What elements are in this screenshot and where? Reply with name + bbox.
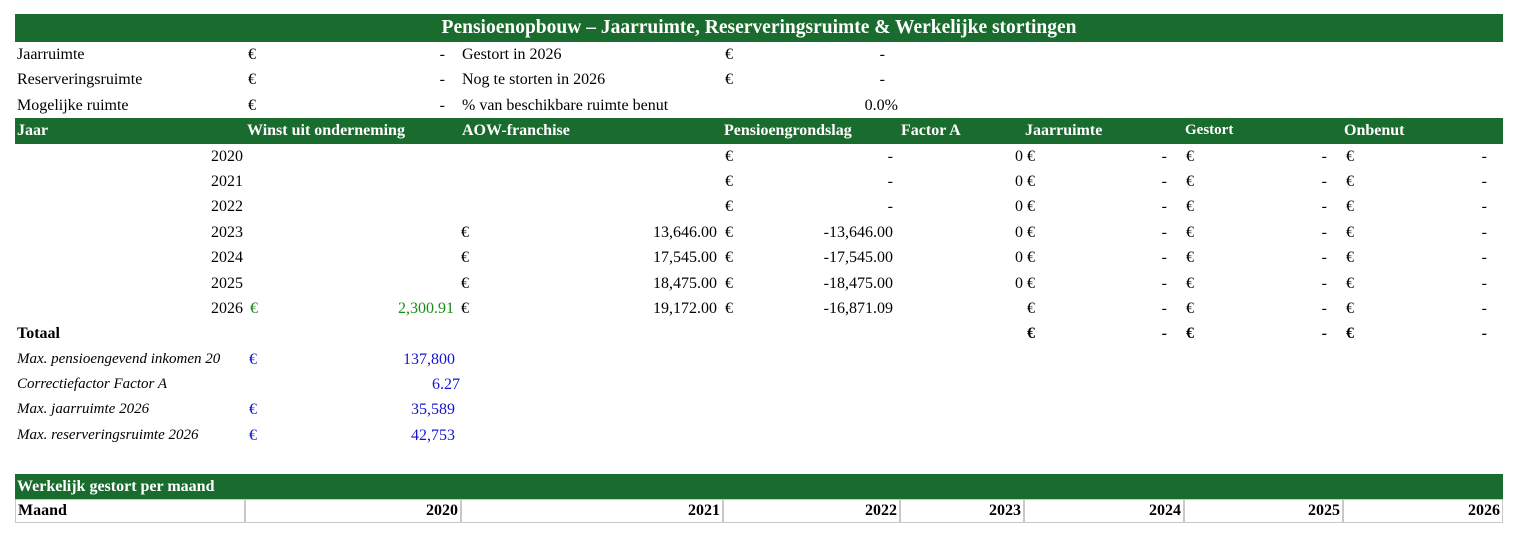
param-value[interactable]: 35,589: [411, 401, 455, 419]
maand-year-header: 2024: [1024, 499, 1184, 523]
euro-sign: €: [249, 401, 257, 419]
param-value[interactable]: 6.27: [432, 376, 460, 394]
maand-row: [15, 499, 1503, 523]
euro-sign: €: [1027, 172, 1035, 190]
label-nog-te-storten: Nog te storten in 2026: [462, 71, 606, 89]
cell-gestort[interactable]: -: [1321, 198, 1327, 216]
euro-sign: €: [725, 71, 733, 89]
table-row: [15, 271, 1503, 296]
totaal-row: [15, 321, 1503, 346]
table-header: [15, 118, 1503, 143]
cell-winst[interactable]: [353, 169, 454, 194]
maand-year-header: 2021: [461, 499, 723, 523]
cell-jaarruimte: -: [1161, 172, 1167, 190]
cell-factor: 0: [1015, 147, 1023, 165]
cell-jaarruimte: -: [1161, 274, 1167, 292]
cell-grondslag: -18,475.00: [823, 274, 893, 292]
label-mogelijke-ruimte: Mogelijke ruimte: [17, 96, 129, 114]
cell-factor: 0: [1015, 274, 1023, 292]
title-bar: [15, 14, 1503, 42]
euro-sign: €: [725, 274, 733, 292]
param-row: [15, 423, 1503, 448]
page-title: Pensioenopbouw – Jaarruimte, Reserveringsruimte & Werkelijke stortingen: [441, 17, 1077, 38]
cell-factor: 0: [1015, 249, 1023, 267]
euro-sign: €: [1186, 274, 1194, 292]
euro-sign: €: [1027, 223, 1035, 241]
header-aow: AOW-franchise: [462, 122, 570, 140]
maand-label: Maand: [15, 499, 245, 523]
euro-sign: €: [248, 46, 256, 63]
cell-jaar: 2023: [211, 223, 243, 241]
value-nog-te-storten[interactable]: -: [879, 71, 885, 89]
maand-year-header: 2023: [900, 499, 1024, 523]
cell-onbenut: -: [1481, 147, 1487, 165]
header-jaar: Jaar: [17, 122, 49, 140]
euro-sign: €: [725, 249, 733, 267]
euro-sign: €: [1186, 223, 1194, 241]
cell-factor: 0: [1015, 223, 1023, 241]
euro-sign: €: [1027, 147, 1035, 165]
cell-jaar: 2020: [211, 147, 243, 165]
cell-jaar: 2024: [211, 249, 243, 267]
euro-sign: €: [1027, 325, 1035, 343]
param-value[interactable]: 42,753: [411, 426, 455, 444]
param-row: [15, 347, 1503, 372]
table-row: [15, 296, 1503, 321]
cell-onbenut: -: [1481, 223, 1487, 241]
euro-sign: €: [1186, 172, 1194, 190]
label-totaal: Totaal: [17, 325, 60, 343]
summary-row-jaarruimte: [15, 42, 1503, 67]
cell-jaarruimte: -: [1161, 223, 1167, 241]
cell-winst[interactable]: [353, 245, 454, 270]
euro-sign: €: [248, 96, 256, 114]
maand-year-header: 2025: [1184, 499, 1343, 523]
euro-sign: €: [461, 249, 469, 267]
euro-sign: €: [1027, 299, 1035, 317]
cell-aow: 13,646.00: [653, 223, 717, 241]
param-label: Max. pensioengevend inkomen 20: [17, 350, 221, 367]
euro-sign: €: [1027, 274, 1035, 292]
table-row: [15, 144, 1503, 169]
cell-grondslag: -17,545.00: [823, 249, 893, 267]
cell-aow: [615, 144, 717, 169]
label-reserveringsruimte: Reserveringsruimte: [17, 71, 143, 89]
euro-sign: €: [250, 299, 258, 317]
table-row: [15, 169, 1503, 194]
euro-sign: €: [1186, 325, 1194, 343]
header-factor: Factor A: [901, 122, 961, 140]
header-onbenut: Onbenut: [1344, 122, 1405, 140]
param-value[interactable]: 137,800: [403, 350, 455, 368]
euro-sign: €: [1346, 325, 1354, 343]
cell-gestort[interactable]: -: [1321, 299, 1327, 317]
cell-onbenut: -: [1481, 299, 1487, 317]
euro-sign: €: [461, 223, 469, 241]
euro-sign: €: [1346, 172, 1354, 190]
cell-gestort[interactable]: -: [1321, 223, 1327, 241]
cell-grondslag: -: [887, 198, 893, 216]
param-row: [15, 397, 1503, 422]
value-reserveringsruimte[interactable]: -: [439, 71, 445, 89]
cell-aow: [615, 169, 717, 194]
euro-sign: €: [1346, 299, 1354, 317]
totaal-onbenut: -: [1481, 325, 1487, 343]
euro-sign: €: [725, 198, 733, 216]
header-gestort: Gestort: [1185, 122, 1234, 139]
cell-jaar: 2025: [211, 274, 243, 292]
cell-factor: [975, 296, 1023, 321]
cell-jaar: 2021: [211, 172, 243, 190]
cell-gestort[interactable]: -: [1321, 249, 1327, 267]
cell-aow: 19,172.00: [653, 299, 717, 317]
euro-sign: €: [725, 299, 733, 317]
year-rows: [15, 144, 1503, 322]
cell-grondslag: -: [887, 147, 893, 165]
euro-sign: €: [248, 71, 256, 89]
cell-jaarruimte: -: [1161, 299, 1167, 317]
cell-gestort[interactable]: -: [1321, 274, 1327, 292]
euro-sign: €: [725, 46, 733, 63]
table-row: [15, 245, 1503, 270]
cell-jaarruimte: -: [1161, 147, 1167, 165]
cell-gestort[interactable]: -: [1321, 147, 1327, 165]
cell-onbenut: -: [1481, 249, 1487, 267]
maand-year-header: 2026: [1343, 499, 1503, 523]
monthly-title: Werkelijk gestort per maand: [17, 477, 215, 495]
maand-year-header: 2022: [723, 499, 900, 523]
cell-onbenut: -: [1481, 198, 1487, 216]
table-row: [15, 194, 1503, 219]
euro-sign: €: [249, 426, 257, 444]
value-gestort-2026[interactable]: -: [879, 46, 885, 63]
cell-winst[interactable]: [353, 271, 454, 296]
param-label: Max. jaarruimte 2026: [17, 401, 150, 418]
euro-sign: €: [1186, 299, 1194, 317]
label-pct-benut: % van beschikbare ruimte benut: [462, 96, 669, 114]
value-pct-benut[interactable]: 0.0%: [864, 96, 898, 114]
cell-factor: 0: [1015, 172, 1023, 190]
monthly-header: [15, 474, 1503, 499]
label-gestort-2026: Gestort in 2026: [462, 46, 562, 63]
spreadsheet: [15, 14, 1503, 523]
euro-sign: €: [1346, 147, 1354, 165]
cell-winst[interactable]: 2,300.91: [398, 299, 454, 317]
cell-factor: 0: [1015, 198, 1023, 216]
euro-sign: €: [1346, 198, 1354, 216]
cell-grondslag: -: [887, 172, 893, 190]
cell-winst[interactable]: [353, 194, 454, 219]
euro-sign: €: [1027, 198, 1035, 216]
summary-row-mogelijk: [15, 93, 1503, 118]
summary-row-reservering: [15, 67, 1503, 92]
euro-sign: €: [1346, 249, 1354, 267]
cell-jaar: 2026: [211, 299, 243, 317]
euro-sign: €: [461, 274, 469, 292]
euro-sign: €: [1186, 198, 1194, 216]
cell-onbenut: -: [1481, 274, 1487, 292]
euro-sign: €: [1346, 223, 1354, 241]
euro-sign: €: [1027, 249, 1035, 267]
param-label: Correctiefactor Factor A: [17, 376, 167, 393]
table-row: [15, 220, 1503, 245]
maand-year-header: 2020: [245, 499, 461, 523]
cell-winst[interactable]: [353, 220, 454, 245]
totaal-jaarruimte: -: [1161, 325, 1167, 343]
value-jaarruimte[interactable]: -: [439, 46, 445, 63]
cell-grondslag: -16,871.09: [823, 299, 893, 317]
label-jaarruimte: Jaarruimte: [17, 46, 85, 63]
euro-sign: €: [725, 223, 733, 241]
param-row: [15, 372, 1503, 397]
param-label: Max. reserveringsruimte 2026: [17, 426, 199, 443]
cell-winst[interactable]: [353, 144, 454, 169]
cell-jaar: 2022: [211, 198, 243, 216]
euro-sign: €: [725, 147, 733, 165]
cell-jaarruimte: -: [1161, 198, 1167, 216]
header-jaarruimte: Jaarruimte: [1025, 122, 1103, 140]
euro-sign: €: [1186, 147, 1194, 165]
totaal-gestort: -: [1321, 325, 1327, 343]
euro-sign: €: [725, 172, 733, 190]
empty-row: [15, 448, 1503, 473]
header-grondslag: Pensioengrondslag: [724, 122, 852, 140]
value-mogelijke-ruimte[interactable]: -: [439, 96, 445, 114]
euro-sign: €: [1186, 249, 1194, 267]
cell-onbenut: -: [1481, 172, 1487, 190]
cell-jaarruimte: -: [1161, 249, 1167, 267]
euro-sign: €: [1346, 274, 1354, 292]
cell-aow: [615, 194, 717, 219]
cell-grondslag: -13,646.00: [823, 223, 893, 241]
cell-aow: 18,475.00: [653, 274, 717, 292]
cell-aow: 17,545.00: [653, 249, 717, 267]
euro-sign: €: [461, 299, 469, 317]
cell-gestort[interactable]: -: [1321, 172, 1327, 190]
header-winst: Winst uit onderneming: [247, 122, 405, 140]
euro-sign: €: [249, 347, 257, 372]
